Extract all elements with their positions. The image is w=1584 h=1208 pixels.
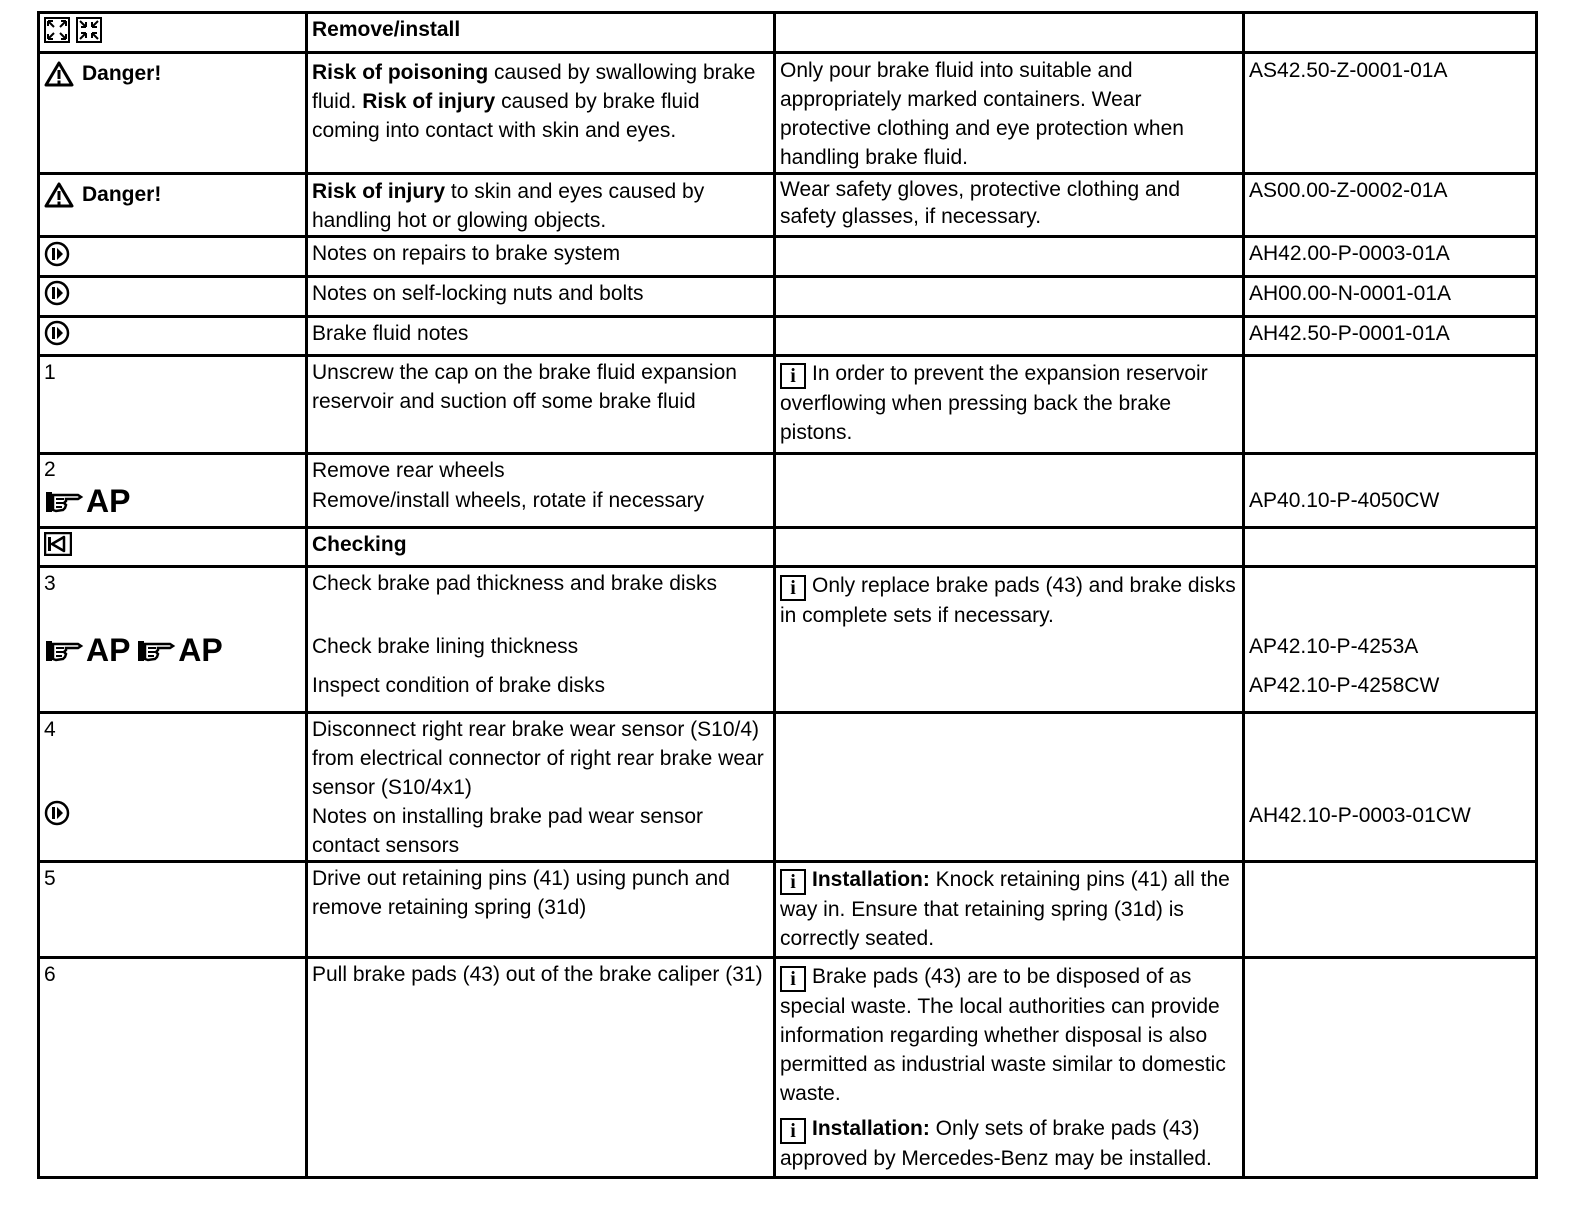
note-text: Notes on repairs to brake system [307,237,775,277]
note-icon-cell [39,277,307,317]
note-circle-icon [44,320,70,346]
step-text: Unscrew the cap on the brake fluid expansion reservoir and suction off some brake fluid [307,356,775,454]
step-number-cell [39,567,307,713]
installation-label: Installation: [812,1117,930,1140]
step-ref-empty [1244,862,1537,958]
note-icon-cell [39,237,307,277]
step-number-cell [39,713,307,862]
spacer [1249,569,1531,632]
risk-injury-text: caused by brake fluid coming into contact with skin and eyes. [312,90,700,142]
step-info [775,862,1244,958]
danger-measure-text: Only pour brake fluid into suitable and appropriately marked containers. Wear protective clothing and eye protection when handling brake fluid. [775,53,1244,174]
step-info-empty [775,454,1244,528]
step-ref-cell [1244,567,1537,713]
pointing-hand-icon [136,636,176,664]
risk-injury-bold: Risk of injury [312,180,446,203]
step-info-text: Knock retaining pins (41) all the way in. Ensure that retaining spring (31d) is correctly seated. [780,868,1230,950]
note-empty [775,317,1244,356]
step-row-3 [39,567,1537,713]
danger-risk-text [307,174,775,237]
note-circle-icon [44,800,70,826]
step-text: Pull brake pads (43) out of the brake caliper (31) [307,958,775,1178]
ap-link[interactable] [136,633,222,667]
note-empty [775,237,1244,277]
info-paragraph [780,962,1238,1108]
note-ref-link[interactable]: AH42.00-P-0003-01A [1244,237,1537,277]
step-number: 6 [39,958,307,1178]
ap-text: Inspect condition of brake disks [312,674,605,697]
header-row [39,13,1537,53]
section-title-remove-install: Remove/install [307,13,775,53]
note-ref-link[interactable]: AH42.50-P-0001-01A [1244,317,1537,356]
spacer [312,598,769,632]
note-circle-icon [44,280,70,306]
ap-link[interactable] [44,633,130,667]
step-ref-empty [1244,356,1537,454]
spacer [44,598,301,628]
step-number: 2 [44,458,56,481]
info-paragraph [780,1114,1238,1173]
step-text: Check brake pad thickness and brake disks [312,572,718,595]
step-info [775,958,1244,1178]
procedure-table [37,11,1538,1179]
danger-label-cell [39,53,307,174]
ap-label: AP [178,632,223,668]
warning-triangle-icon [44,61,74,87]
note-row-brake-fluid [39,317,1537,356]
note-ref-link[interactable]: AH00.00-N-0001-01A [1244,277,1537,317]
step-row-6 [39,958,1537,1178]
step-ref-cell [1244,454,1537,528]
note-ref-link[interactable]: AH42.10-P-0003-01CW [1249,804,1471,827]
step-info-empty [775,713,1244,862]
step-info [775,567,1244,713]
section-title-checking: Checking [307,528,775,567]
danger-label: Danger! [82,183,162,206]
step-text-cell [307,454,775,528]
ap-ref-link[interactable]: AP42.10-P-4253A [1249,635,1419,658]
risk-poisoning-bold: Risk of poisoning [312,61,489,84]
risk-poisoning-text: caused by swallowing brake fluid. [312,61,756,113]
ap-ref-link[interactable]: AP42.10-P-4258CW [1249,674,1440,697]
ap-label: AP [86,483,131,519]
pointing-hand-icon [44,487,84,515]
danger-measure-text: Wear safety gloves, protective clothing and safety glasses, if necessary. [775,174,1244,237]
step-text: Disconnect right rear brake wear sensor (S10/4) from electrical connector of right rear brake wear sensor (S10/4x1) [312,718,764,799]
step-text: Remove rear wheels [312,459,505,482]
step-info-text: Only sets of brake pads (43) approved by Mercedes-Benz may be installed. [780,1117,1212,1170]
installation-label: Installation: [812,868,930,891]
info-box-icon: i [780,1118,806,1144]
danger-ref-link[interactable]: AS00.00-Z-0002-01A [1244,174,1537,237]
info-box-icon: i [780,869,806,895]
spacer [1249,715,1531,801]
expand-arrows-icon [44,17,70,43]
step-info-text: Only replace brake pads (43) and brake disks in complete sets if necessary. [780,574,1236,627]
spacer [1249,456,1531,485]
spacer [44,744,301,800]
step-number: 4 [44,718,56,741]
risk-injury-bold: Risk of injury [362,90,496,113]
step-text: Drive out retaining pins (41) using punch and remove retaining spring (31d) [307,862,775,958]
step-ref-empty [1244,958,1537,1178]
step-row-5 [39,862,1537,958]
checking-empty-ref [1244,528,1537,567]
ap-link[interactable] [44,484,130,518]
danger-row-hot-objects [39,174,1537,237]
risk-injury-text: to skin and eyes caused by handling hot or glowing objects. [312,180,705,232]
note-empty [775,277,1244,317]
note-row-brake-system [39,237,1537,277]
note-icon-cell [39,317,307,356]
danger-label: Danger! [82,62,162,85]
step-text-cell [307,567,775,713]
danger-risk-text [307,53,775,174]
step-number: 3 [44,572,56,595]
note-text: Notes on installing brake pad wear sensor contact sensors [312,805,704,857]
note-text: Notes on self-locking nuts and bolts [307,277,775,317]
step-number: 5 [39,862,307,958]
info-box-icon: i [780,575,806,601]
step-number-cell [39,454,307,528]
info-box-icon: i [780,363,806,389]
step-text-cell [307,713,775,862]
step-info [775,356,1244,454]
note-circle-icon [44,241,70,267]
step-row-4 [39,713,1537,862]
step-row-2 [39,454,1537,528]
note-text: Brake fluid notes [307,317,775,356]
ap-ref-link[interactable]: AP40.10-P-4050CW [1249,489,1440,512]
note-row-self-locking [39,277,1537,317]
ap-text: Remove/install wheels, rotate if necessary [312,489,705,512]
header-empty-cell-ref [1244,13,1537,53]
step-number: 1 [39,356,307,454]
step-row-1 [39,356,1537,454]
danger-ref-link[interactable]: AS42.50-Z-0001-01A [1244,53,1537,174]
step-ref-cell [1244,713,1537,862]
warning-triangle-icon [44,182,74,208]
step-info-text: In order to prevent the expansion reservoir overflowing when pressing back the brake pistons. [780,362,1208,444]
info-box-icon: i [780,966,806,992]
collapse-arrows-icon [76,17,102,43]
ap-label: AP [86,632,131,668]
checking-empty [775,528,1244,567]
step-info-text: Brake pads (43) are to be disposed of as special waste. The local authorities can provide information regarding whether disposal is also permitted as industrial waste similar to domestic waste. [780,965,1226,1105]
danger-label-cell [39,174,307,237]
header-icons-cell [39,13,307,53]
ap-text: Check brake lining thickness [312,635,579,658]
header-empty-cell [775,13,1244,53]
danger-row-poisoning [39,53,1537,174]
checking-row [39,528,1537,567]
checking-icon-cell [39,528,307,567]
pointing-hand-icon [44,636,84,664]
check-arrow-box-icon [44,532,72,556]
